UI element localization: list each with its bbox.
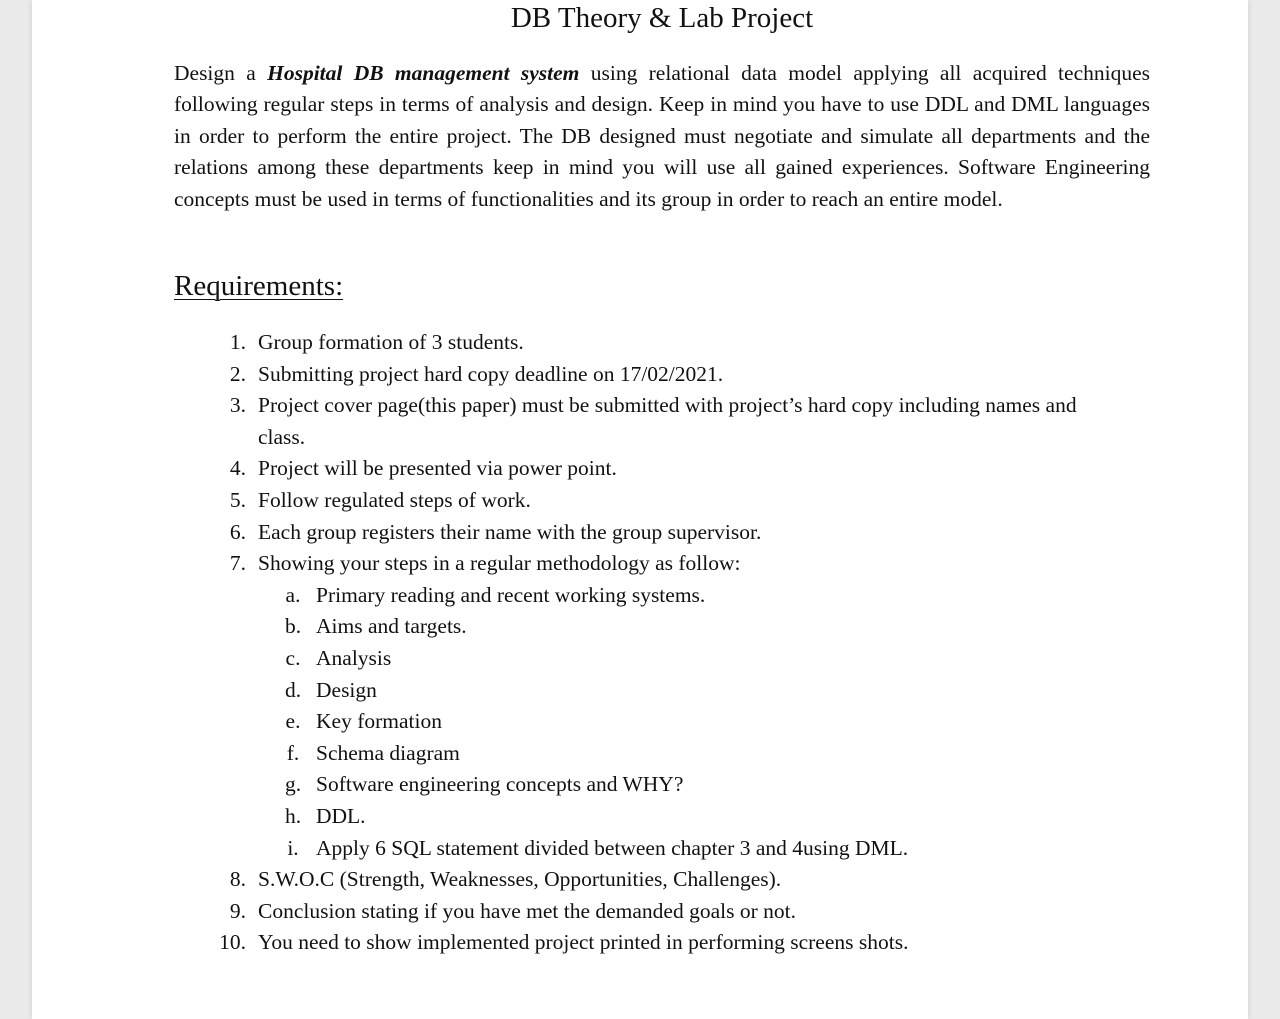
step-text: Key formation [316, 709, 442, 734]
step-letter: d. [284, 677, 302, 702]
requirement-text: Submitting project hard copy deadline on 17/02/2021. [258, 361, 724, 386]
step-letter: e. [285, 709, 301, 734]
requirement-text: S.W.O.C (Strength, Weaknesses, Opportunities, Challenges). [258, 867, 782, 892]
requirement-item [204, 927, 1124, 959]
requirement-text: Each group registers their name with the group supervisor. [258, 519, 762, 544]
methodology-step [276, 675, 1124, 707]
requirement-text: Project cover page(this paper) must be submitted with project’s hard copy including names and class. [258, 393, 1077, 449]
requirement-number: 3. [229, 393, 246, 418]
methodology-step [276, 738, 1124, 770]
requirement-item [204, 390, 1124, 453]
intro-text-end: using relational data model applying all acquired techniques following regular steps in terms of analysis and design. Keep in mind you have to use DDL and DML languages in order to perform the entire project. The DB designed must negotiate and simulate all departments and the relations among these departments keep in mind you will use all gained experiences. Software Engineering concepts must be used in terms of functionalities and its group in order to reach an entire model. [174, 61, 1150, 211]
requirements-heading: Requirements: [174, 270, 344, 302]
document-page [32, 0, 1248, 1019]
step-text: Software engineering concepts and WHY? [316, 772, 684, 797]
step-letter: a. [285, 582, 301, 607]
requirement-text: Conclusion stating if you have met the demanded goals or not. [258, 898, 796, 923]
step-text: Apply 6 SQL statement divided between chapter 3 and 4using DML. [316, 835, 909, 860]
methodology-step [276, 580, 1124, 612]
document-title: DB Theory & Lab Project [510, 2, 814, 34]
step-text: Analysis [316, 645, 392, 670]
step-letter: f. [286, 740, 300, 765]
requirement-item [204, 453, 1124, 485]
methodology-step [276, 611, 1124, 643]
requirement-item [204, 548, 1124, 580]
requirement-item [204, 359, 1124, 391]
methodology-step [276, 643, 1124, 675]
methodology-step [276, 706, 1124, 738]
requirement-item [204, 517, 1124, 549]
methodology-step [276, 833, 1124, 865]
step-text: Aims and targets. [316, 614, 467, 639]
requirement-number: 10. [219, 930, 246, 955]
requirement-number: 6. [229, 519, 246, 544]
requirement-text: You need to show implemented project printed in performing screens shots. [258, 930, 909, 955]
requirement-text: Showing your steps in a regular methodology as follow: [258, 551, 741, 576]
methodology-step [276, 769, 1124, 801]
requirement-number: 5. [229, 487, 246, 512]
requirement-text: Follow regulated steps of work. [258, 487, 531, 512]
step-letter: h. [284, 803, 302, 828]
requirement-text: Project will be presented via power point. [258, 456, 617, 481]
step-text: Schema diagram [316, 740, 460, 765]
requirement-item [204, 864, 1124, 896]
intro-text-start: Design a [174, 61, 268, 85]
step-text: DDL. [316, 803, 366, 828]
requirement-number: 2. [229, 361, 246, 386]
step-text: Design [316, 677, 377, 702]
step-letter: i. [287, 835, 299, 860]
methodology-steps-container [204, 580, 1124, 864]
requirement-item [204, 327, 1124, 359]
requirement-number: 9. [229, 898, 246, 923]
requirement-number: 1. [229, 330, 246, 354]
step-letter: c. [285, 645, 301, 670]
requirement-number: 4. [229, 456, 246, 481]
methodology-steps-list [204, 580, 1124, 864]
requirement-item [204, 896, 1124, 928]
methodology-step [276, 801, 1124, 833]
requirement-text: Group formation of 3 students. [258, 330, 524, 354]
intro-emphasis: Hospital DB management system [267, 61, 580, 85]
intro-paragraph [174, 58, 1150, 215]
requirement-number: 7. [229, 551, 246, 576]
requirements-list [204, 327, 1124, 959]
step-letter: g. [284, 772, 302, 797]
requirement-item [204, 485, 1124, 517]
step-text: Primary reading and recent working systems. [316, 582, 706, 607]
step-letter: b. [284, 614, 302, 639]
requirement-number: 8. [229, 867, 246, 892]
